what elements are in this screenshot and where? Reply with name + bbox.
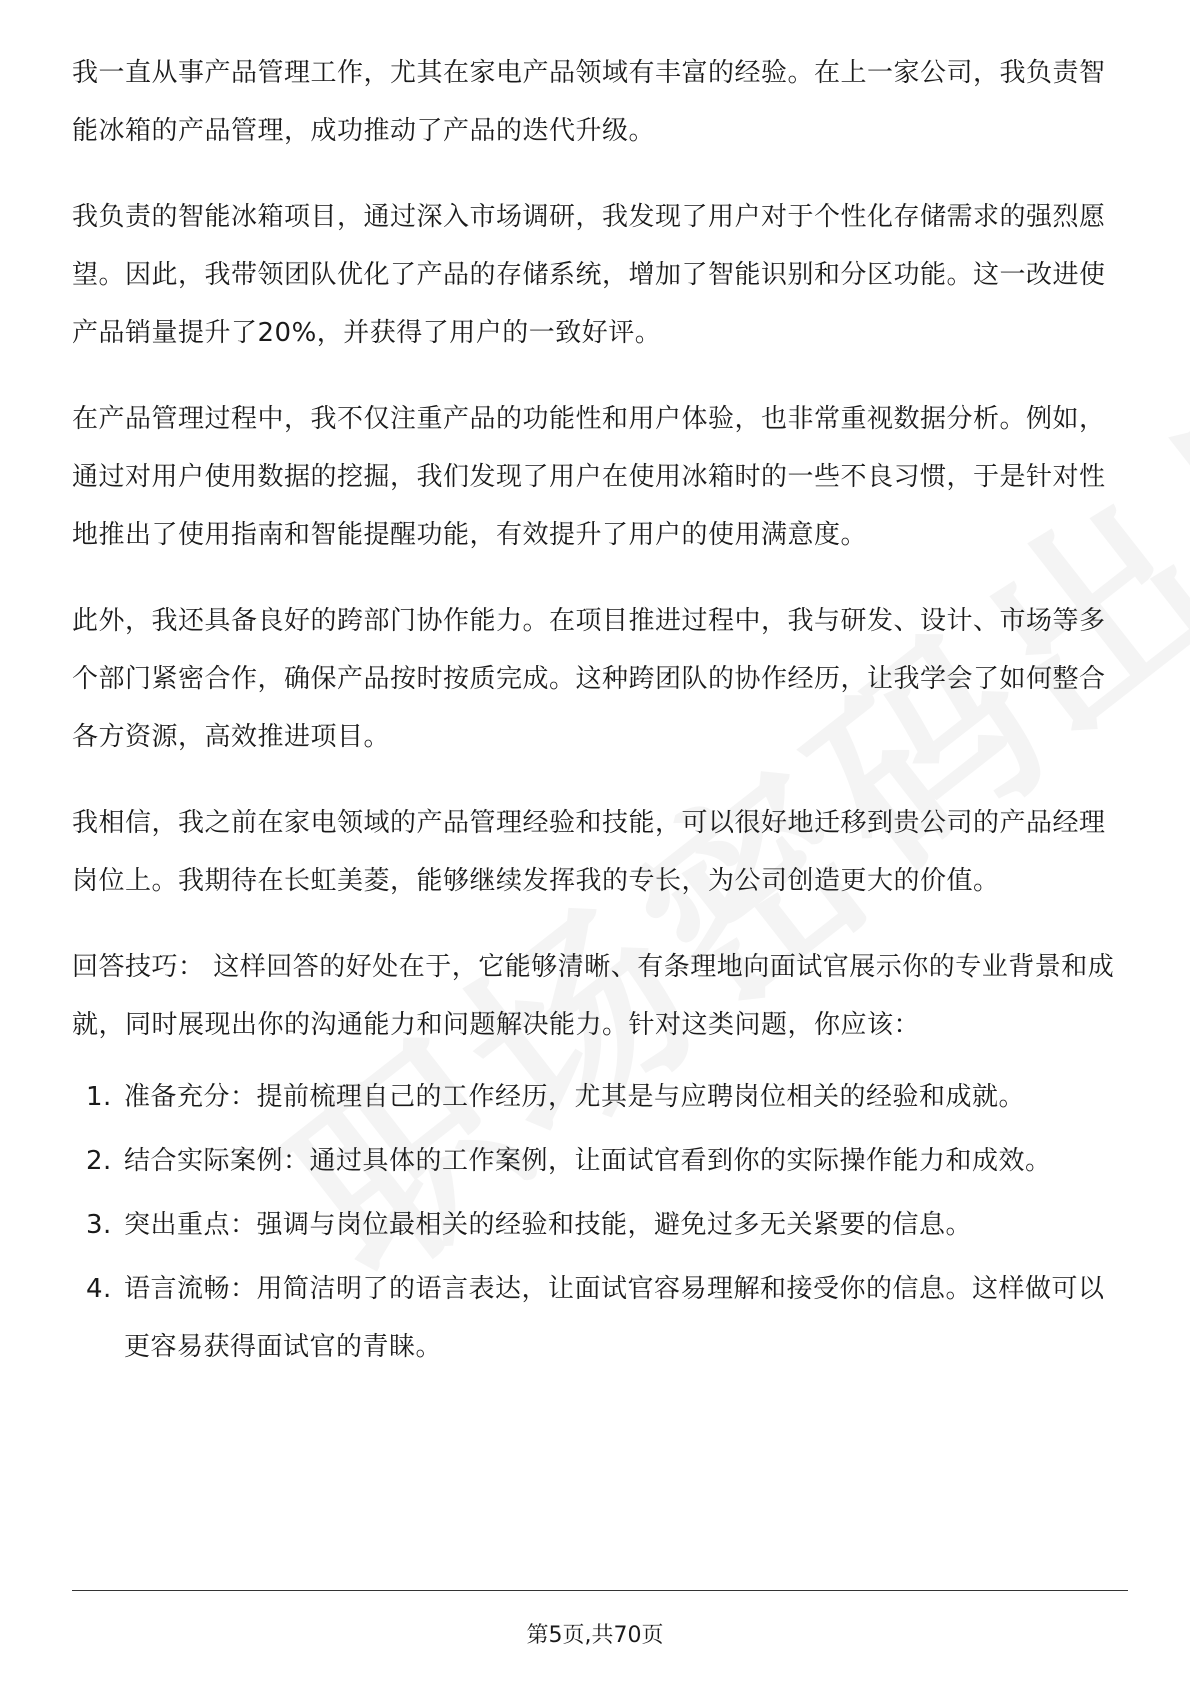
- list-item-number: 4.: [86, 1274, 112, 1304]
- list-item: [72, 1196, 1122, 1254]
- paragraph-fridge-project: 我负责的智能冰箱项目，通过深入市场调研，我发现了用户对于个性化存储需求的强烈愿望。因此，我带领团队优化了产品的存储系统，增加了智能识别和分区功能。这一改进使产品销量提升了20%，并获得了用户的一致好评。: [72, 202, 1106, 348]
- list-item-number: 3.: [86, 1210, 112, 1240]
- document-body: [72, 44, 1122, 1382]
- list-item: [72, 1132, 1122, 1190]
- paragraph-answer-tips: 回答技巧： 这样回答的好处在于，它能够清晰、有条理地向面试官展示你的专业背景和成就，同时展现出你的沟通能力和问题解决能力。针对这类问题，你应该：: [72, 952, 1115, 1040]
- list-item: [72, 1068, 1122, 1126]
- list-item-text: 突出重点：强调与岗位最相关的经验和技能，避免过多无关紧要的信息。: [124, 1210, 973, 1240]
- list-item: [72, 1260, 1122, 1376]
- list-item-text: 语言流畅：用简洁明了的语言表达，让面试官容易理解和接受你的信息。这样做可以更容易获得面试官的青睐。: [124, 1274, 1105, 1362]
- footer-divider: [72, 1590, 1128, 1591]
- list-item-text: 结合实际案例：通过具体的工作案例，让面试官看到你的实际操作能力和成效。: [124, 1146, 1052, 1176]
- paragraph-experience: 我一直从事产品管理工作，尤其在家电产品领域有丰富的经验。在上一家公司，我负责智能冰箱的产品管理，成功推动了产品的迭代升级。: [72, 58, 1106, 146]
- paragraph-conclusion: 我相信，我之前在家电领域的产品管理经验和技能，可以很好地迁移到贵公司的产品经理岗位上。我期待在长虹美菱，能够继续发挥我的专长，为公司创造更大的价值。: [72, 808, 1106, 896]
- list-item-number: 1.: [86, 1082, 112, 1112]
- list-item-number: 2.: [86, 1146, 112, 1176]
- paragraph-collaboration: 此外，我还具备良好的跨部门协作能力。在项目推进过程中，我与研发、设计、市场等多个部门紧密合作，确保产品按时按质完成。这种跨团队的协作经历，让我学会了如何整合各方资源，高效推进项目。: [72, 606, 1106, 752]
- list-item-text: 准备充分：提前梳理自己的工作经历，尤其是与应聘岗位相关的经验和成就。: [124, 1082, 1026, 1112]
- page-number: 第5页,共70页: [526, 1623, 664, 1648]
- paragraph-data-analysis: 在产品管理过程中，我不仅注重产品的功能性和用户体验，也非常重视数据分析。例如，通过对用户使用数据的挖掘，我们发现了用户在使用冰箱时的一些不良习惯，于是针对性地推出了使用指南和智能提醒功能，有效提升了用户的使用满意度。: [72, 404, 1106, 550]
- tips-list: [72, 1068, 1122, 1376]
